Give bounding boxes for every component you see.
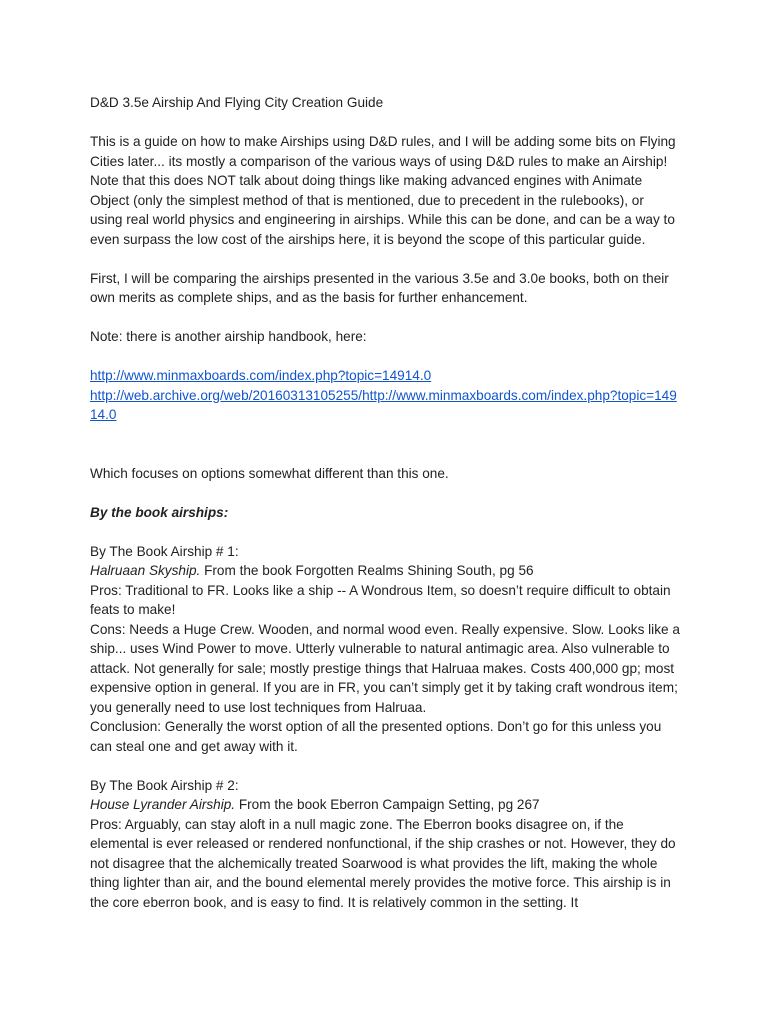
airship-2-pros: Pros: Arguably, can stay aloft in a null magic zone. The Eberron books disagree on, if the elemental is ever released or rendered nonfunctional, if the ship crashes or not. However, they do not disagree that the alchemically treated Soarwood is what provides the lift, making the whole thing lighter than air, and the bound elemental merely provides the motive force. This airship is in the core eberron book, and is easy to find. It is relatively common in the setting. It [90, 816, 676, 910]
document-title: D&D 3.5e Airship And Flying City Creation Guide [90, 95, 384, 110]
document-body [90, 93, 680, 912]
airship-1-pros: Pros: Traditional to FR. Looks like a ship -- A Wondrous Item, so doesn’t require difficult to obtain feats to make! [90, 582, 671, 617]
airship-2-source: From the book Eberron Campaign Setting, pg 267 [235, 797, 540, 812]
airship-1-name: Halruaan Skyship. [90, 563, 201, 578]
archive-link[interactable]: http://web.archive.org/web/20160313105255/http://www.minmaxboards.com/index.php?topic=14914.0 [90, 387, 677, 422]
minmax-link[interactable]: http://www.minmaxboards.com/index.php?topic=14914.0 [90, 368, 432, 383]
airship-1-source: From the book Forgotten Realms Shining South, pg 56 [200, 563, 534, 578]
focus-paragraph: Which focuses on options somewhat different than this one. [90, 465, 449, 481]
airship-1-title-line [90, 561, 680, 581]
note-paragraph: Note: there is another airship handbook, here: [90, 329, 367, 344]
airship-1-heading: By The Book Airship # 1: [90, 543, 239, 559]
airship-1-cons: Cons: Needs a Huge Crew. Wooden, and normal wood even. Really expensive. Slow. Looks like a ship... uses Wind Power to move. Utterly vulnerable to natural antimagic area. Also vulnerable to attack. Not generally for sale; mostly prestige things that Halruaa makes. Costs 400,000 gp; most expensive option in general. If you are in FR, you can’t simply get it by taking craft wondrous item; you generally need to use lost techniques from Halruaa. [90, 621, 680, 715]
section-heading: By the book airships: [90, 504, 229, 520]
airship-2-name: House Lyrander Airship. [90, 797, 236, 812]
first-paragraph: First, I will be comparing the airships presented in the various 3.5e and 3.0e books, both on their own merits as complete ships, and as the basis for further enhancement. [90, 270, 669, 305]
airship-2-heading: By The Book Airship # 2: [90, 777, 239, 793]
airship-2-title-line [90, 795, 680, 815]
airship-1-conclusion: Conclusion: Generally the worst option of all the presented options. Don’t go for this unless you can steal one and get away with it. [90, 719, 662, 754]
intro-paragraph: This is a guide on how to make Airships using D&D rules, and I will be adding some bits on Flying Cities later... its mostly a comparison of the various ways of using D&D rules to make an Airship! Note that this does NOT talk about doing things like making advanced engines with Animate Object (only the simplest method of that is mentioned, due to precedent in the rulebooks), or using real world physics and engineering in airships. While this can be done, and can be a way to even surpass the low cost of the airships here, it is beyond the scope of this particular guide. [90, 134, 676, 247]
